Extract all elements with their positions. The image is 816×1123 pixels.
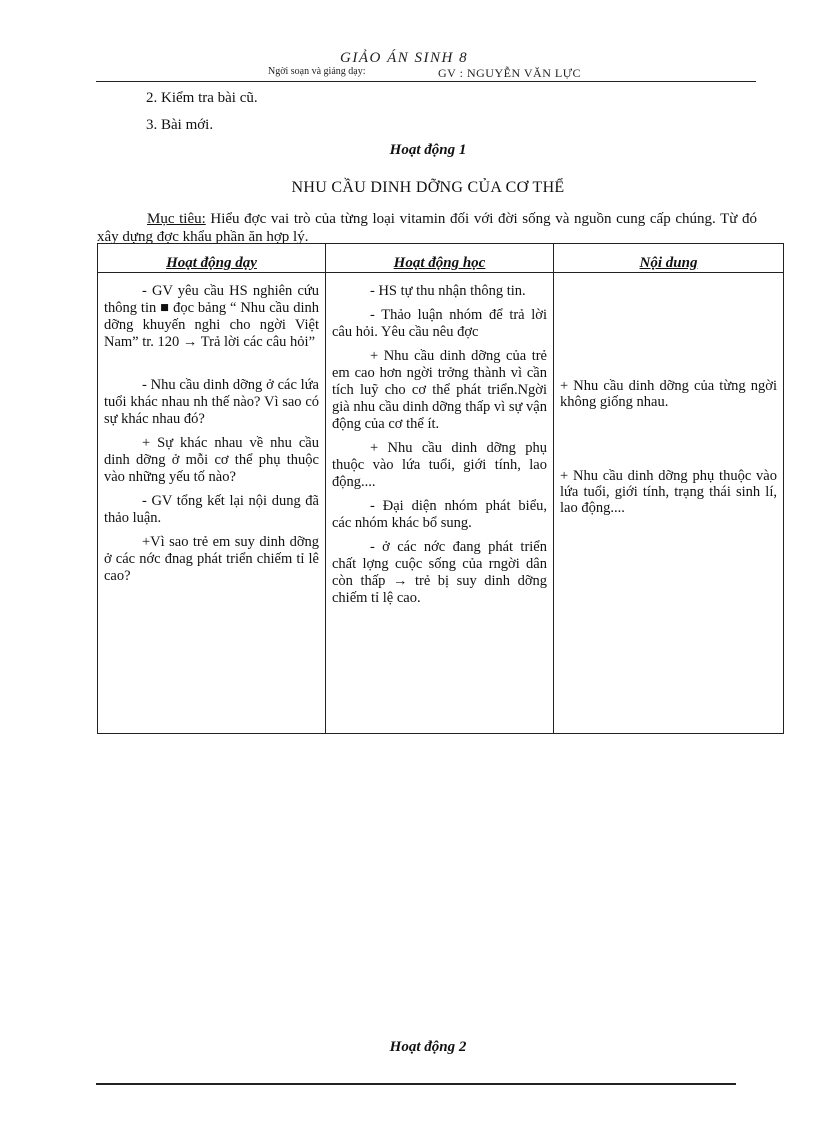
- learn-item: - HS tự thu nhận thông tin.: [370, 283, 526, 299]
- spacer: [560, 283, 777, 378]
- header-content: Nội dung: [554, 244, 784, 273]
- teacher-name: GV : NGUYỄN VĂN LỰC: [438, 66, 582, 80]
- teach-item: - GV tổng kết lại nội dung đã thảo luận.: [104, 493, 319, 526]
- table-header-row: [98, 244, 784, 273]
- section-title: NHU CẦU DINH DỠNG CỦA CƠ THỂ: [291, 179, 565, 196]
- objective-label: Mục tiêu:: [147, 211, 206, 227]
- header-teaching: Hoạt động dạy: [98, 244, 326, 273]
- content-item: + Nhu cầu dinh dỡng phụ thuộc vào lứa tuổi, giới tính, trạng thái sinh lí, lao động....: [560, 468, 777, 516]
- teach-item: - GV yêu cầu HS nghiên cứu thông tin ■ đọc bảng “ Nhu cầu dinh dỡng khuyến nghi cho ngời Việt Nam” tr. 120 → Trả lời các câu hỏi”: [104, 283, 319, 350]
- header-learning: Hoạt động học: [326, 244, 554, 273]
- content-column: [554, 273, 784, 734]
- activity-2-label: Hoạt động 2: [389, 1039, 467, 1055]
- objective-text: Hiểu đợc vai trò của từng loại vitamin đối với đời sống và nguồn cung cấp chúng. Từ đó xây dựng đợc khẩu phần ăn hợp lý.: [97, 211, 757, 244]
- content-item: + Nhu cầu dinh dỡng của từng ngời không giống nhau.: [560, 378, 777, 410]
- step-check-old: 2. Kiểm tra bài cũ.: [146, 90, 258, 106]
- learn-item: - Thảo luận nhóm để trả lời câu hỏi. Yêu cầu nêu đợc: [332, 307, 547, 340]
- author-label: Ngời soạn và giảng dạy:: [268, 66, 366, 77]
- learning-column: [326, 273, 554, 734]
- learn-item: + Nhu cầu dinh dỡng phụ thuộc vào lứa tuổi, giới tính, lao động....: [332, 440, 547, 490]
- learn-item: - Đại diện nhóm phát biểu, các nhóm khác bổ sung.: [332, 498, 547, 531]
- spacer: [560, 410, 777, 468]
- activity-table: [97, 243, 784, 734]
- document-header-title: GIẢO ÁN SINH 8: [340, 50, 469, 66]
- header-divider: [96, 81, 756, 82]
- teaching-column: [98, 273, 326, 734]
- step-new-lesson: 3. Bài mới.: [146, 117, 214, 133]
- teach-item: +Vì sao trẻ em suy dinh dỡng ở các nớc đnag phát triển chiếm tỉ lê cao?: [104, 534, 319, 584]
- table-row: [98, 273, 784, 734]
- teach-item: - Nhu cầu dinh dỡng ở các lứa tuổi khác nhau nh thế nào? Vì sao có sự khác nhau đó?: [104, 377, 319, 427]
- activity-1-label: Hoạt động 1: [389, 142, 467, 158]
- teach-item: + Sự khác nhau về nhu cầu dinh dỡng ở mỗi cơ thể phụ thuộc vào những yếu tố nào?: [104, 435, 319, 485]
- objective-paragraph: [97, 210, 757, 244]
- learn-item: - ở các nớc đang phát triển chất lợng cuộc sống của rngời dân còn thấp → trẻ bị suy dinh dỡng chiếm tỉ lệ cao.: [332, 539, 547, 606]
- footer-divider: [96, 1083, 736, 1085]
- learn-item: + Nhu cầu dinh dỡng của trẻ em cao hơn ngời trởng thành vì cần tích luỹ cho cơ thể phát triển.Ngời già nhu cầu dinh dỡng thấp vì sự vận động của cơ thể ít.: [332, 348, 547, 432]
